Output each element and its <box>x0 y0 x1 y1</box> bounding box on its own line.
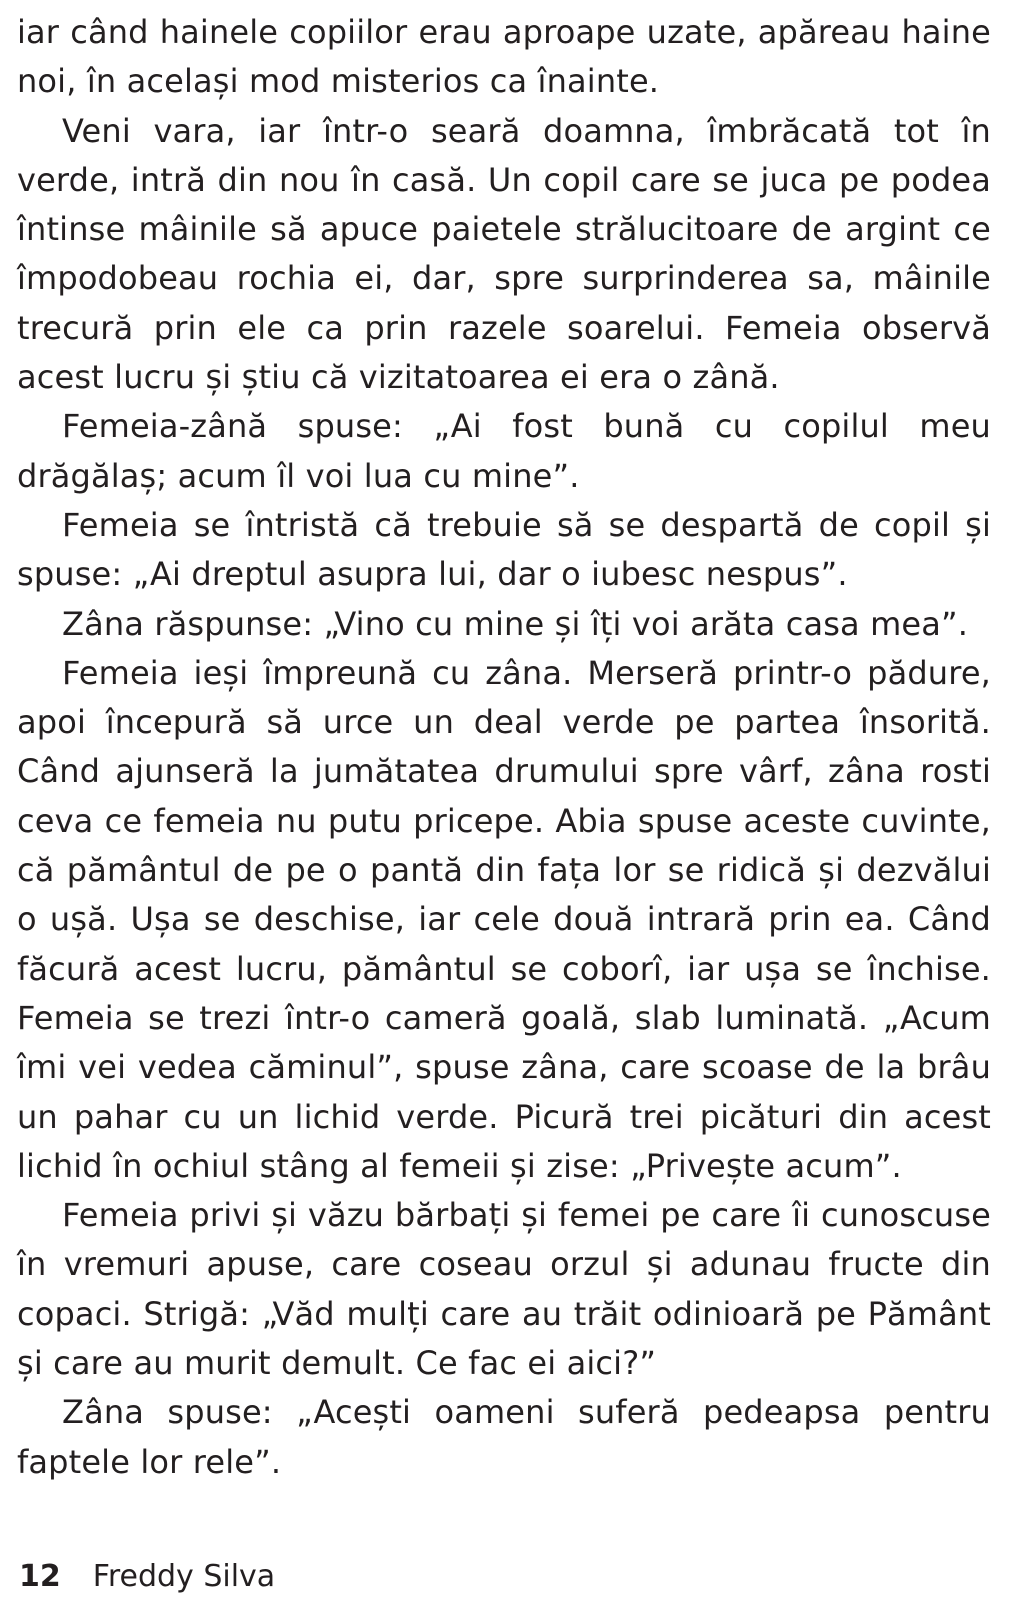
paragraph: Femeia privi și văzu bărbați și femei pe care îi cunoscuse în vremuri apuse, care coseau orzul și adunau fructe din copaci. Strigă: „Văd mulți care au trăit odinioară pe Pământ și care au murit demult. Ce fac ei aici?” <box>17 1196 991 1383</box>
author-name: Freddy Silva <box>92 1559 276 1594</box>
paragraph: Femeia-zână spuse: „Ai fost bună cu copilul meu drăgălaș; acum îl voi lua cu mine”. <box>17 407 991 495</box>
page-number: 12 <box>19 1559 61 1594</box>
paragraph: Veni vara, iar într-o seară doamna, îmbrăcată tot în verde, intră din nou în casă. Un copil care se juca pe podea întinse mâinile să apuce paietele strălucitoare de argint ce împodobeau rochia ei, dar, spre surprinderea sa, mâinile trecură prin ele ca prin razele soarelui. Femeia observă acest lucru și știu că vizitatoarea ei era o zână. <box>17 111 991 397</box>
page-footer <box>19 1559 275 1595</box>
paragraph: Femeia ieși împreună cu zâna. Merseră printr-o pădure, apoi începură să urce un deal verde pe partea însorită. Când ajunseră la jumătatea drumului spre vârf, zâna rosti ceva ce femeia nu putu pricepe. Abia spuse aceste cuvinte, că pământul de pe o pantă din fața lor se ridică și dezvălui o ușă. Ușa se deschise, iar cele două intrară prin ea. Când făcură acest lucru, pământul se coborî, iar ușa se închise. Femeia se trezi într-o cameră goală, slab luminată. „Acum îmi vei vedea căminul”, spuse zâna, care scoase de la brâu un pahar cu un lichid verde. Picură trei picături din acest lichid în ochiul stâng al femeii și zise: „Privește acum”. <box>17 653 991 1185</box>
paragraph: Zâna răspunse: „Vino cu mine și îți voi arăta casa mea”. <box>62 604 969 643</box>
paragraph: Zâna spuse: „Acești oameni suferă pedeapsa pentru faptele lor rele”. <box>17 1393 991 1481</box>
body-text <box>17 8 991 1487</box>
paragraph: Femeia se întristă că trebuie să se despartă de copil și spuse: „Ai dreptul asupra lui, dar o iubesc nespus”. <box>17 505 991 594</box>
paragraph-continued: iar când hainele copiilor erau aproape uzate, apăreau haine noi, în același mod misterios ca înainte. <box>17 13 991 101</box>
